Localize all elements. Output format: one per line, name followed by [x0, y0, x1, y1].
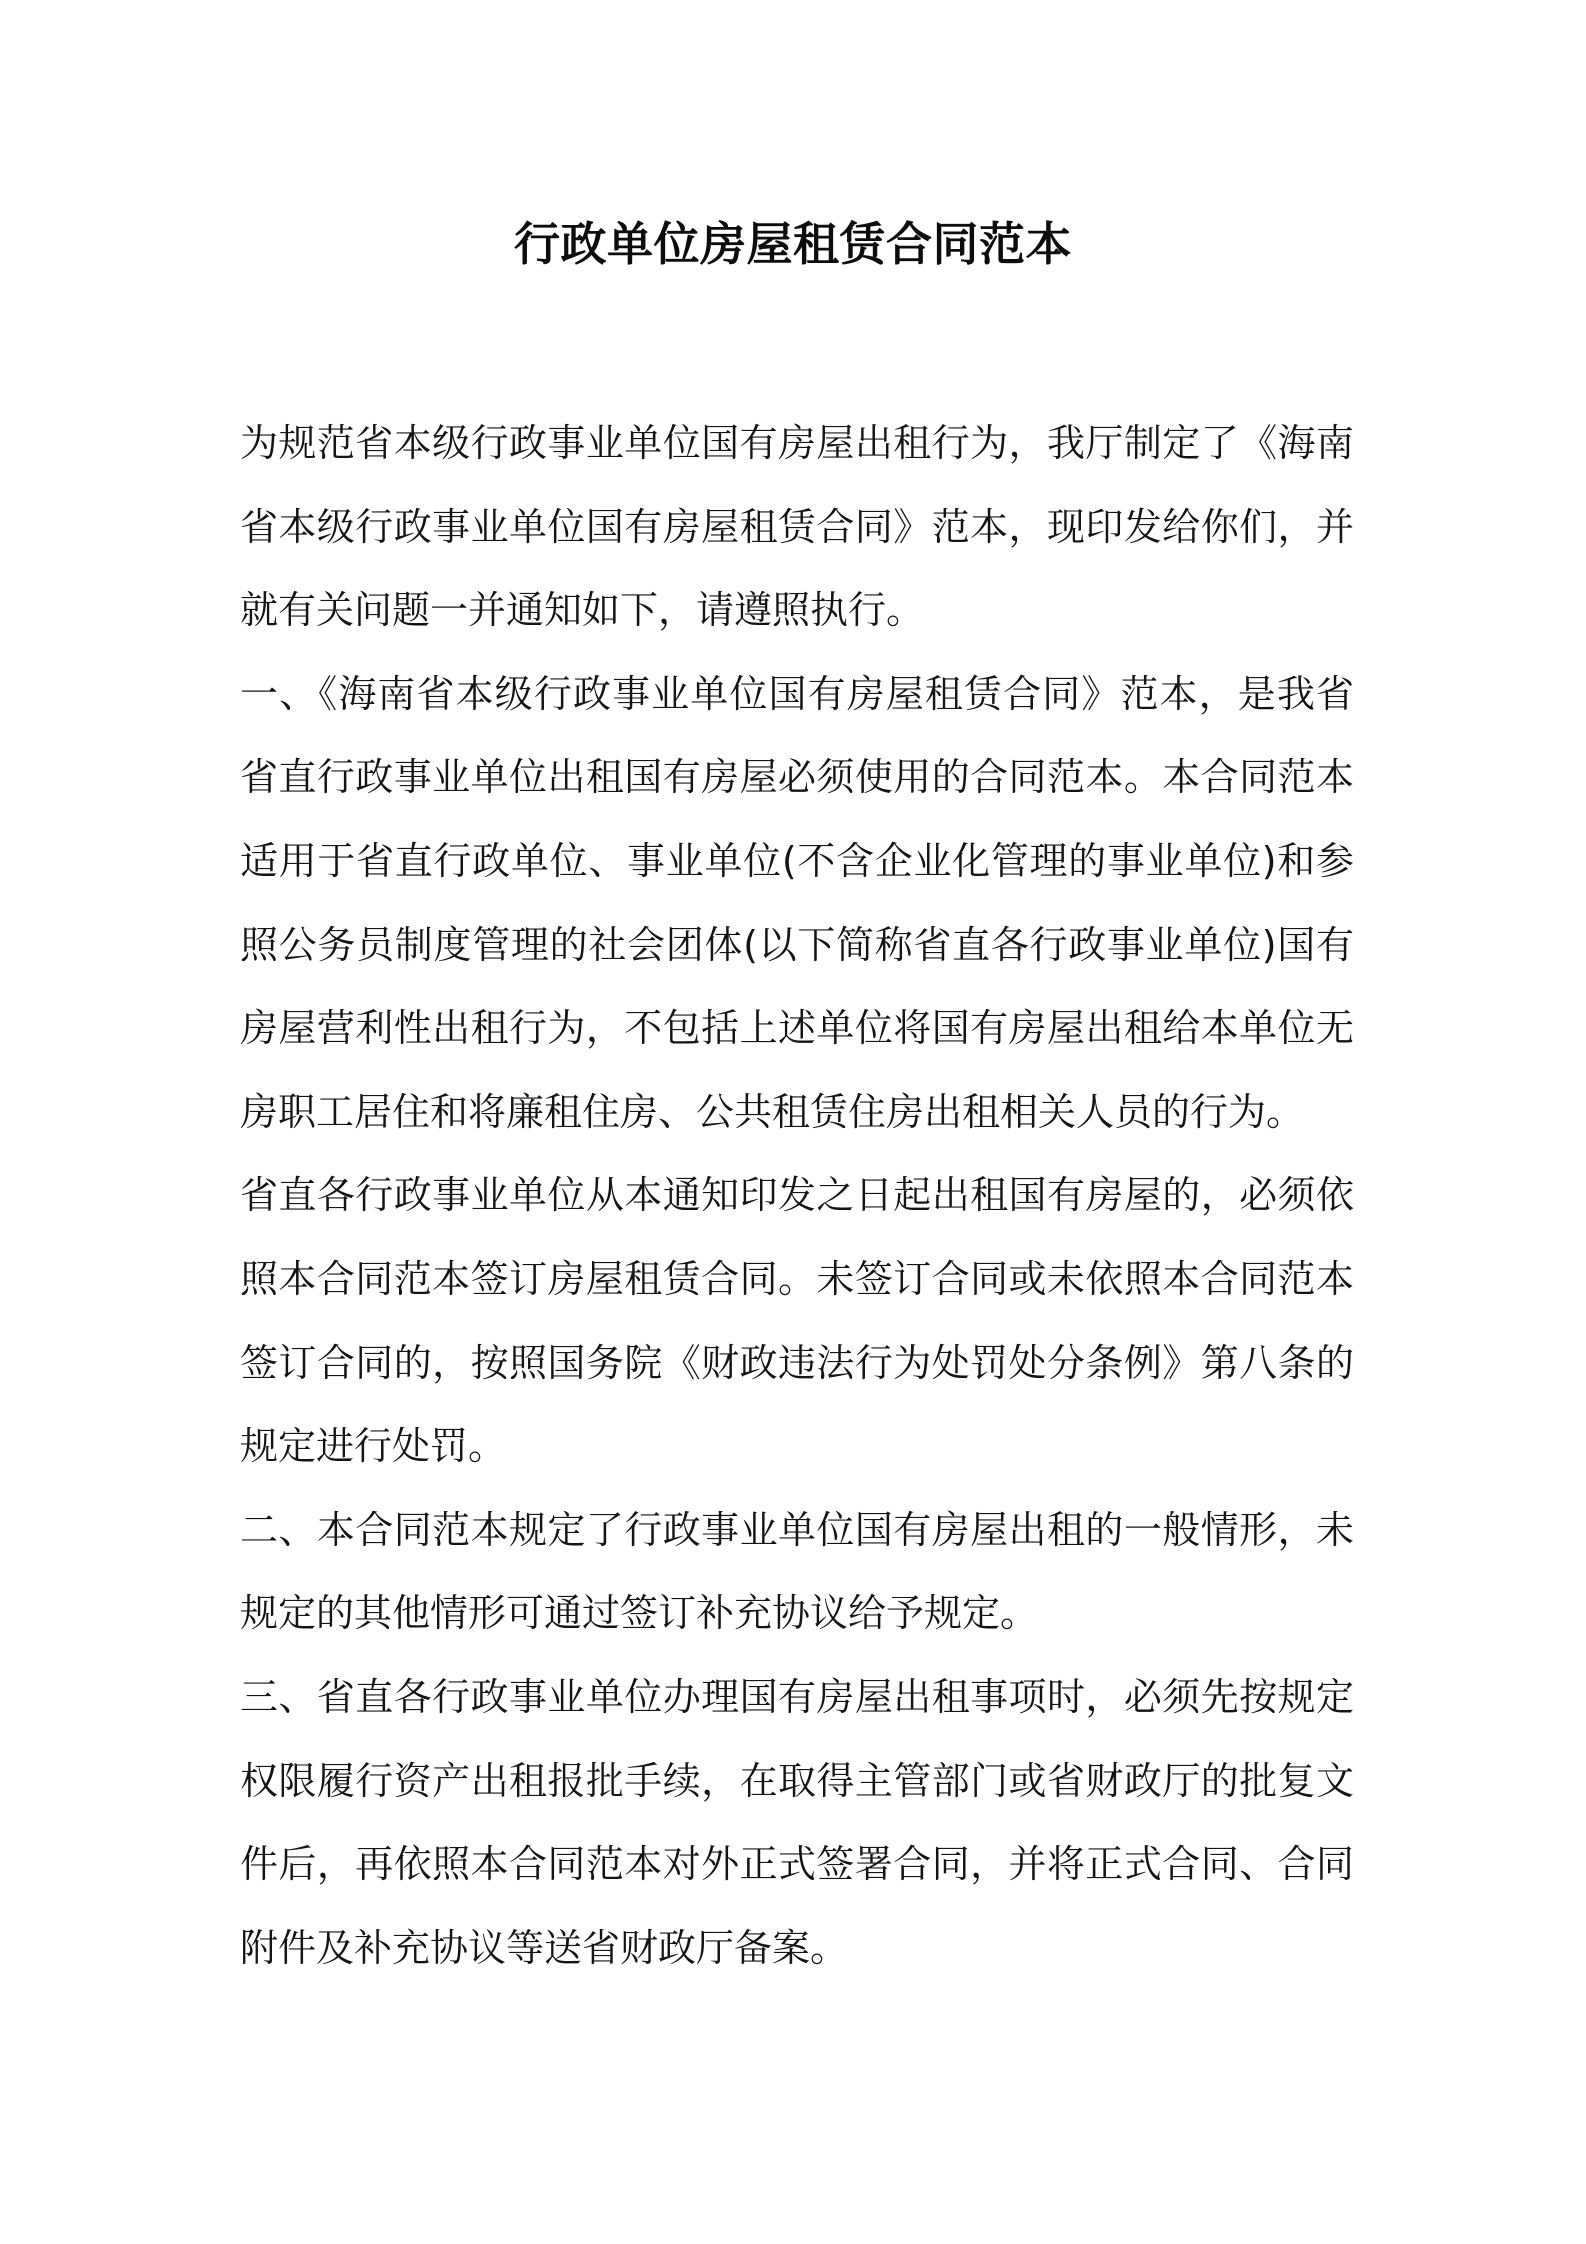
paragraph-item-3: 三、省直各行政事业单位办理国有房屋出租事项时，必须先按规定权限履行资产出租报批手续，在取得主管部门或省财政厅的批复文件后，再依照本合同范本对外正式签署合同，并将正式合同、合同附件及补充协议等送省财政厅备案。	[240, 1674, 1354, 1970]
document-title: 行政单位房屋租赁合同范本	[514, 217, 1072, 271]
paragraph-intro: 为规范省本级行政事业单位国有房屋出租行为，我厅制定了《海南省本级行政事业单位国有房屋租赁合同》范本，现印发给你们，并就有关问题一并通知如下，请遵照执行。	[240, 421, 1354, 633]
document-body	[240, 402, 1354, 1990]
paragraph-item-2: 二、本合同范本规定了行政事业单位国有房屋出租的一般情形，未规定的其他情形可通过签订补充协议给予规定。	[240, 1507, 1354, 1636]
paragraph-item-1-continued: 省直各行政事业单位从本通知印发之日起出租国有房屋的，必须依照本合同范本签订房屋租赁合同。未签订合同或未依照本合同范本签订合同的，按照国务院《财政违法行为处罚处分条例》第八条的规定进行处罚。	[240, 1173, 1354, 1469]
paragraph-item-1: 一、《海南省本级行政事业单位国有房屋租赁合同》范本，是我省省直行政事业单位出租国有房屋必须使用的合同范本。本合同范本适用于省直行政单位、事业单位(不含企业化管理的事业单位)和参照公务员制度管理的社会团体(以下简称省直各行政事业单位)国有房屋营利性出租行为，不包括上述单位将国有房屋出租给本单位无房职工居住和将廉租住房、公共租赁住房出租相关人员的行为。	[240, 671, 1354, 1134]
